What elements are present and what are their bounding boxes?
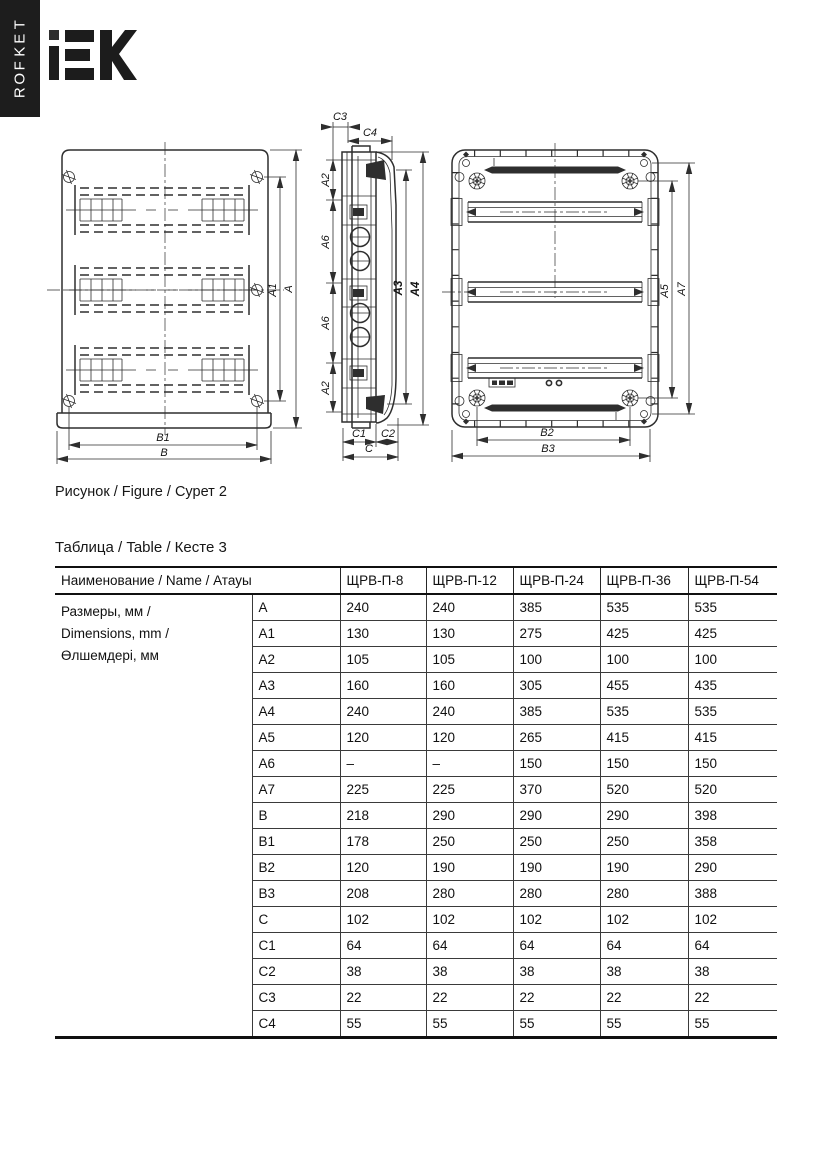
- value-cell: 55: [426, 1011, 513, 1038]
- value-cell: 150: [688, 751, 777, 777]
- dim-label-a6-lower: A6: [320, 316, 332, 330]
- value-cell: 305: [513, 673, 600, 699]
- dim-label-b3: B3: [541, 443, 555, 455]
- value-cell: –: [426, 751, 513, 777]
- value-cell: 265: [513, 725, 600, 751]
- value-cell: 275: [513, 621, 600, 647]
- dim-label-c1: C1: [351, 428, 367, 440]
- value-cell: 388: [688, 881, 777, 907]
- tekfor-letter: K: [11, 46, 29, 57]
- value-cell: 64: [513, 933, 600, 959]
- value-cell: 160: [426, 673, 513, 699]
- row-group-label: Размеры, мм / Dimensions, mm / Өлшемдері, мм: [61, 604, 170, 663]
- dim-label-a3: A3: [393, 280, 405, 296]
- param-cell: B: [252, 803, 340, 829]
- value-cell: 240: [426, 699, 513, 725]
- value-cell: 535: [688, 699, 777, 725]
- value-cell: 435: [688, 673, 777, 699]
- value-cell: 100: [600, 647, 688, 673]
- value-cell: 280: [513, 881, 600, 907]
- value-cell: 520: [600, 777, 688, 803]
- value-cell: 160: [340, 673, 426, 699]
- side-view: [320, 111, 429, 461]
- value-cell: 370: [513, 777, 600, 803]
- value-cell: 240: [340, 699, 426, 725]
- value-cell: 100: [688, 647, 777, 673]
- value-cell: 105: [340, 647, 426, 673]
- value-cell: 415: [600, 725, 688, 751]
- value-cell: 535: [688, 594, 777, 621]
- value-cell: 38: [600, 959, 688, 985]
- param-cell: A5: [252, 725, 340, 751]
- value-cell: 120: [340, 725, 426, 751]
- value-cell: 218: [340, 803, 426, 829]
- value-cell: 208: [340, 881, 426, 907]
- value-cell: 55: [688, 1011, 777, 1038]
- param-cell: A7: [252, 777, 340, 803]
- value-cell: 130: [340, 621, 426, 647]
- value-cell: 22: [688, 985, 777, 1011]
- dim-label-a7: A7: [676, 282, 688, 296]
- tekfor-letter: R: [11, 86, 29, 98]
- value-cell: 398: [688, 803, 777, 829]
- header-row: [55, 567, 777, 594]
- dimensions-table: [55, 566, 777, 1039]
- value-cell: 120: [426, 725, 513, 751]
- param-cell: B2: [252, 855, 340, 881]
- figure-caption: Рисунок / Figure / Сурет 2: [55, 484, 227, 500]
- value-cell: 190: [513, 855, 600, 881]
- value-cell: 102: [688, 907, 777, 933]
- value-cell: 240: [340, 594, 426, 621]
- value-cell: 64: [340, 933, 426, 959]
- value-cell: 102: [426, 907, 513, 933]
- dim-label-a: A: [283, 285, 295, 293]
- value-cell: 535: [600, 699, 688, 725]
- value-cell: 105: [426, 647, 513, 673]
- param-cell: C4: [252, 1011, 340, 1038]
- value-cell: 22: [340, 985, 426, 1011]
- dim-label-a4: A4: [410, 281, 422, 297]
- param-cell: A3: [252, 673, 340, 699]
- iek-logo-letters: [49, 30, 137, 80]
- back-view: [442, 143, 695, 462]
- value-cell: 38: [513, 959, 600, 985]
- tekfor-letter: E: [11, 33, 29, 44]
- value-cell: 22: [600, 985, 688, 1011]
- tekfor-letter: T: [11, 20, 29, 30]
- value-cell: 64: [600, 933, 688, 959]
- value-cell: 280: [600, 881, 688, 907]
- value-cell: 240: [426, 594, 513, 621]
- value-cell: 250: [513, 829, 600, 855]
- dim-label-c: C: [365, 443, 373, 455]
- value-cell: 55: [600, 1011, 688, 1038]
- value-cell: 64: [688, 933, 777, 959]
- value-cell: 190: [426, 855, 513, 881]
- dim-label-a2-top: A2: [320, 173, 332, 187]
- dim-label-b1: B1: [156, 432, 170, 444]
- value-cell: 22: [513, 985, 600, 1011]
- value-cell: 385: [513, 594, 600, 621]
- value-cell: 64: [426, 933, 513, 959]
- tekfor-letter: O: [11, 72, 29, 85]
- table-body: [55, 594, 777, 1038]
- value-cell: 130: [426, 621, 513, 647]
- value-cell: 102: [340, 907, 426, 933]
- value-cell: 358: [688, 829, 777, 855]
- param-cell: B3: [252, 881, 340, 907]
- param-cell: A: [252, 594, 340, 621]
- dim-label-a1: A1: [267, 283, 279, 297]
- value-cell: 290: [426, 803, 513, 829]
- value-cell: 425: [600, 621, 688, 647]
- tekfor-sidebar: [0, 0, 40, 117]
- column-header-model-5: ЩРВ-П-54: [688, 567, 777, 594]
- value-cell: 150: [600, 751, 688, 777]
- param-cell: B1: [252, 829, 340, 855]
- tekfor-letter: F: [11, 60, 29, 70]
- value-cell: 535: [600, 594, 688, 621]
- value-cell: 415: [688, 725, 777, 751]
- value-cell: 38: [688, 959, 777, 985]
- dim-label-c2: C2: [380, 428, 396, 440]
- value-cell: 120: [340, 855, 426, 881]
- param-cell: A4: [252, 699, 340, 725]
- value-cell: 250: [600, 829, 688, 855]
- table-heading: Таблица / Table / Кесте 3: [55, 539, 227, 556]
- value-cell: –: [340, 751, 426, 777]
- dim-label-c3: C3: [332, 111, 348, 123]
- value-cell: 55: [513, 1011, 600, 1038]
- value-cell: 250: [426, 829, 513, 855]
- dim-label-b: B: [160, 447, 168, 459]
- value-cell: 150: [513, 751, 600, 777]
- param-cell: A6: [252, 751, 340, 777]
- dim-label-a2-bottom: A2: [320, 381, 332, 395]
- iek-logo: [49, 30, 137, 80]
- param-cell: A1: [252, 621, 340, 647]
- value-cell: 455: [600, 673, 688, 699]
- value-cell: 290: [688, 855, 777, 881]
- param-cell: C1: [252, 933, 340, 959]
- value-cell: 55: [340, 1011, 426, 1038]
- param-cell: A2: [252, 647, 340, 673]
- value-cell: 290: [600, 803, 688, 829]
- column-header-model-4: ЩРВ-П-36: [600, 567, 688, 594]
- value-cell: 290: [513, 803, 600, 829]
- dim-label-a5: A5: [659, 284, 671, 298]
- dim-label-a6-upper: A6: [320, 235, 332, 249]
- column-header-model-1: ЩРВ-П-8: [340, 567, 426, 594]
- value-cell: 425: [688, 621, 777, 647]
- value-cell: 100: [513, 647, 600, 673]
- dim-label-b2: B2: [540, 427, 554, 439]
- column-header-model-2: ЩРВ-П-12: [426, 567, 513, 594]
- param-cell: C3: [252, 985, 340, 1011]
- front-view: [47, 142, 302, 464]
- value-cell: 225: [340, 777, 426, 803]
- value-cell: 520: [688, 777, 777, 803]
- value-cell: 385: [513, 699, 600, 725]
- param-cell: C: [252, 907, 340, 933]
- table-row: [55, 594, 777, 621]
- dim-label-c4: C4: [362, 127, 378, 139]
- value-cell: 102: [513, 907, 600, 933]
- value-cell: 178: [340, 829, 426, 855]
- value-cell: 38: [426, 959, 513, 985]
- param-cell: C2: [252, 959, 340, 985]
- column-header-model-3: ЩРВ-П-24: [513, 567, 600, 594]
- value-cell: 22: [426, 985, 513, 1011]
- value-cell: 225: [426, 777, 513, 803]
- value-cell: 38: [340, 959, 426, 985]
- column-header-name: Наименование / Name / Атауы: [55, 567, 340, 594]
- value-cell: 280: [426, 881, 513, 907]
- value-cell: 190: [600, 855, 688, 881]
- value-cell: 102: [600, 907, 688, 933]
